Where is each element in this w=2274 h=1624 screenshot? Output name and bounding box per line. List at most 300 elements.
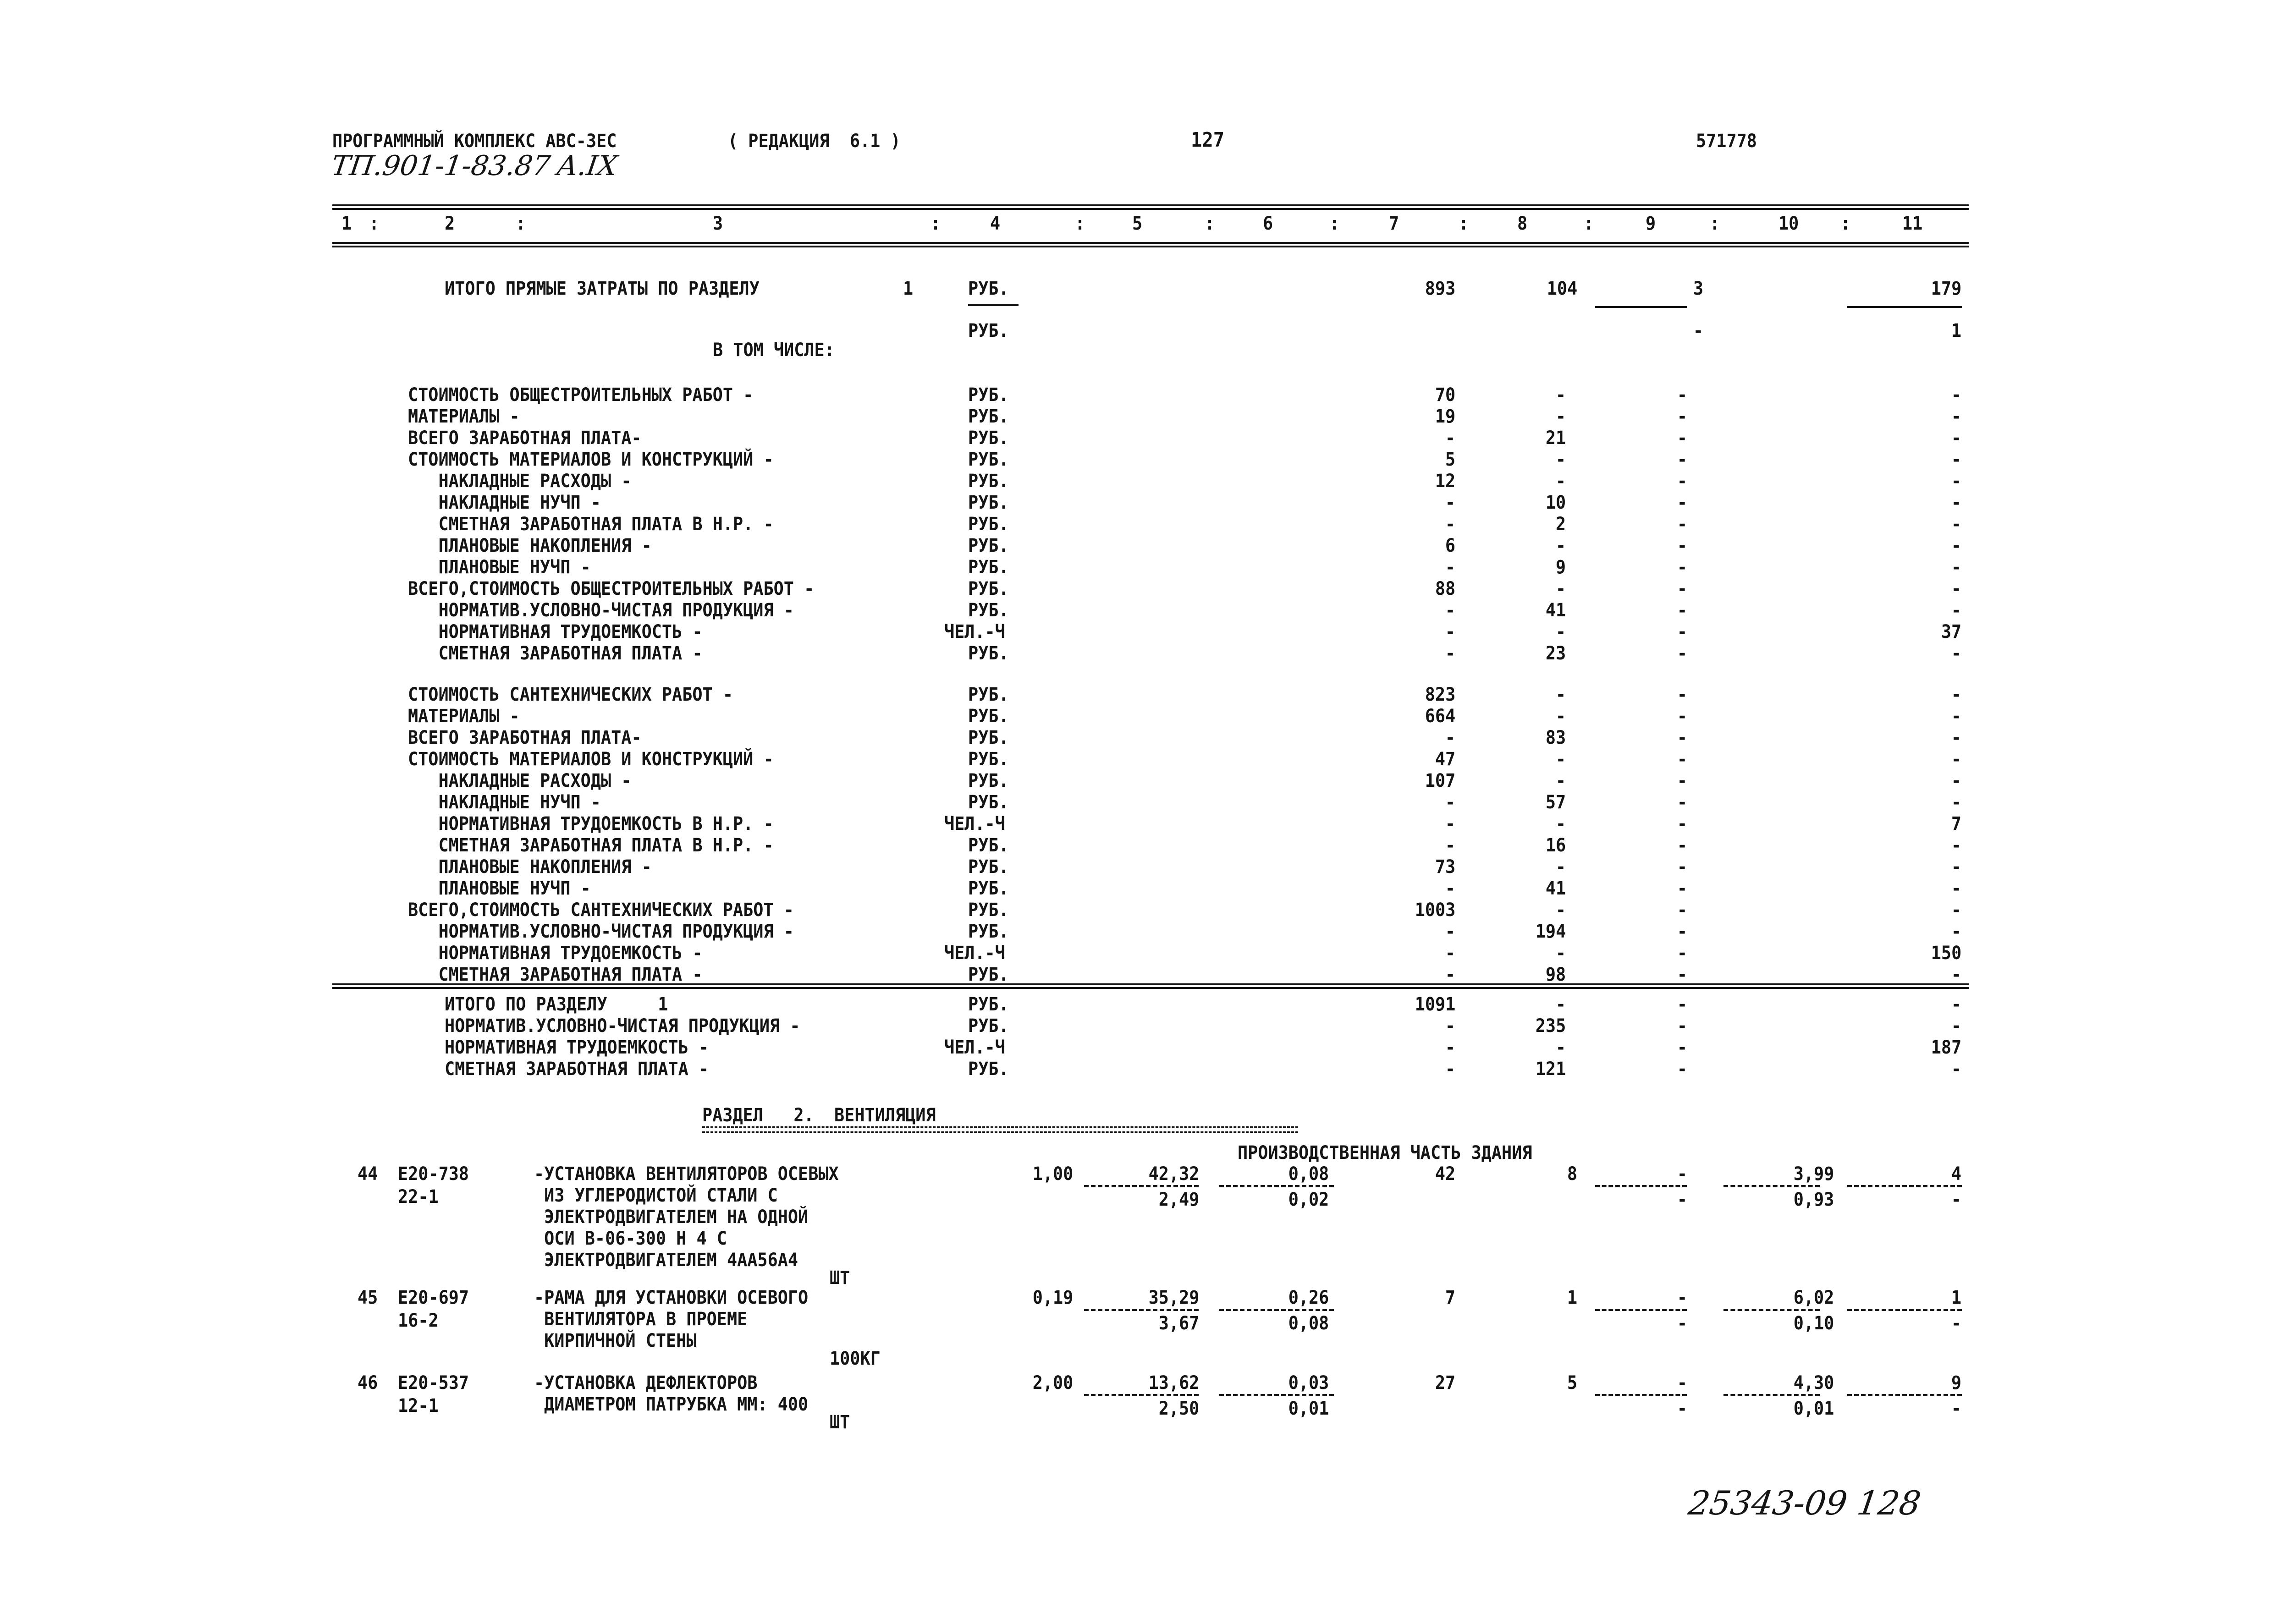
column-separator: : [1584,213,1594,234]
group-row-c9: - [1677,813,1687,834]
group-row-c7: 107 [1425,770,1455,791]
program-title: ПРОГРАММНЫЙ КОМПЛЕКС АВС-3ЕС [332,131,617,152]
group-row-c11: - [1951,994,1961,1015]
item-c10b: 0,93 [1793,1189,1834,1210]
item-value-rule [1084,1394,1199,1396]
group-row-c9: - [1677,428,1687,449]
group-row-c9: - [1677,600,1687,621]
item-code-sub: 16-2 [398,1310,439,1331]
group-row-c8: - [1555,994,1566,1015]
group-row-unit: ЧЕЛ.-Ч [944,813,1005,834]
group-row-label: НОРМАТИВ.УСЛОВНО-ЧИСТАЯ ПРОДУКЦИЯ - [408,600,794,621]
group-row-c11: 7 [1951,813,1961,834]
group-row-c8: 57 [1545,792,1566,813]
group-row-c9: - [1677,684,1687,705]
group-row-unit: ЧЕЛ.-Ч [944,1037,1005,1058]
group-row-c11: - [1951,878,1961,899]
item-c7: 42 [1435,1163,1455,1185]
group-row-label: НОРМАТИВНАЯ ТРУДОЕМКОСТЬ В Н.Р. - [408,813,774,834]
item-c11: 4 [1951,1163,1961,1185]
group-row-c11: 187 [1931,1037,1961,1058]
column-header-8: 8 [1517,213,1528,234]
group-row-c9: - [1677,749,1687,770]
group-row-c11: - [1951,835,1961,856]
including-label: В ТОМ ЧИСЛЕ: [713,340,835,361]
item-value-rule [1723,1309,1820,1311]
group-row-unit: РУБ. [968,706,1009,727]
summary-c9: 3 [1693,278,1703,299]
item-code-sub: 22-1 [398,1186,439,1207]
item-c7: 27 [1435,1372,1455,1394]
item-value-rule [1847,1185,1962,1187]
group-row-c11: - [1951,643,1961,664]
item-value-rule [1595,1309,1687,1311]
item-description-line: ДИАМЕТРОМ ПАТРУБКА ММ: 400 [534,1394,809,1415]
group-row-c7: - [1445,492,1455,513]
group-row-label: СМЕТНАЯ ЗАРАБОТНАЯ ПЛАТА - [408,964,703,985]
group-row-c9: - [1677,770,1687,791]
group-row-c7: - [1445,943,1455,964]
group-row-unit: РУБ. [968,856,1009,878]
item-c5: 35,29 [1148,1287,1199,1308]
group-row-c11: - [1951,514,1961,535]
group-row-c8: 16 [1545,835,1566,856]
item-value-rule [1084,1185,1199,1187]
group-row-c11: - [1951,406,1961,427]
group-row-c9: - [1677,706,1687,727]
group-row-c9: - [1677,994,1687,1015]
group-row-label: НОРМАТИВНАЯ ТРУДОЕМКОСТЬ - [408,621,703,642]
item-c9b: - [1677,1189,1687,1210]
group-row-c9: - [1677,792,1687,813]
item-value-rule [1723,1394,1820,1396]
group-row-c11: - [1951,471,1961,492]
summary-unit: РУБ. [968,278,1009,299]
group-row-c7: - [1445,600,1455,621]
group-row-c9: - [1677,449,1687,470]
column-header-1: 1 [341,213,352,234]
group-row-label: НОРМАТИВНАЯ ТРУДОЕМКОСТЬ - [445,1037,709,1058]
group-row-unit: РУБ. [968,428,1009,449]
item-value-rule [1847,1394,1962,1396]
item-c6b: 0,02 [1288,1189,1329,1210]
group-row-c7: 664 [1425,706,1455,727]
group-row-label: ПЛАНОВЫЕ НАКОПЛЕНИЯ - [408,856,652,878]
item-c9b: - [1677,1313,1687,1334]
group-row-c8: 235 [1535,1015,1566,1037]
item-value-rule [1595,1394,1687,1396]
item-c11: 9 [1951,1372,1961,1394]
group-row-label: ПЛАНОВЫЕ НУЧП - [408,878,591,899]
group-row-c11: - [1951,449,1961,470]
column-header-11: 11 [1902,213,1923,234]
group-row-c9: - [1677,535,1687,556]
column-separator: : [1840,213,1851,234]
item-code: Е20-537 [398,1372,469,1394]
group-row-unit: РУБ. [968,770,1009,791]
item-code: Е20-697 [398,1287,469,1308]
group-row-c9: - [1677,856,1687,878]
group-row-c9: - [1677,471,1687,492]
item-c9: - [1677,1287,1687,1308]
group-row-c9: - [1677,878,1687,899]
item-c11b: - [1951,1313,1961,1334]
item-c10: 4,30 [1793,1372,1834,1394]
item-c10b: 0,10 [1793,1313,1834,1334]
column-separator: : [931,213,941,234]
group-row-c7: 823 [1425,684,1455,705]
group-row-c7: 6 [1445,535,1455,556]
item-c8: 1 [1567,1287,1577,1308]
item-qty: 1,00 [1032,1163,1073,1185]
group-row-c9: - [1677,1059,1687,1080]
group-row-c11: - [1951,706,1961,727]
group-row-unit: РУБ. [968,749,1009,770]
group-row-label: СМЕТНАЯ ЗАРАБОТНАЯ ПЛАТА - [445,1059,709,1080]
group-row-unit: РУБ. [968,492,1009,513]
group-row-unit: РУБ. [968,964,1009,985]
group-row-unit: РУБ. [968,684,1009,705]
group-row-c11: - [1951,856,1961,878]
column-header-10: 10 [1778,213,1799,234]
group-row-label: МАТЕРИАЛЫ - [408,406,520,427]
item-c5b: 2,49 [1158,1189,1199,1210]
handwritten-reference: 25343-09 128 [1686,1484,1923,1522]
group-row-c9: - [1677,835,1687,856]
item-c11b: - [1951,1189,1961,1210]
group-row-label: НАКЛАДНЫЕ НУЧП - [408,492,601,513]
summary-c11-rule [1847,306,1962,308]
group-row-c8: 121 [1535,1059,1566,1080]
group-row-c11: - [1951,384,1961,406]
group-row-c9: - [1677,557,1687,578]
group-row-label: ИТОГО ПО РАЗДЕЛУ 1 [445,994,668,1015]
group-row-unit: РУБ. [968,792,1009,813]
group-row-c8: 9 [1555,557,1566,578]
group-row-c9: - [1677,384,1687,406]
group-row-c8: 21 [1545,428,1566,449]
group-row-c7: - [1445,813,1455,834]
column-separator: : [1205,213,1215,234]
group-row-c8: 194 [1535,921,1566,942]
group-row-c7: - [1445,1015,1455,1037]
group-row-c8: - [1555,813,1566,834]
group-row-c8: 98 [1545,964,1566,985]
group-row-label: ВСЕГО,СТОИМОСТЬ ОБЩЕСТРОИТЕЛЬНЫХ РАБОТ - [408,578,815,599]
group-row-unit: РУБ. [968,643,1009,664]
item-description-line: ОСИ В-06-300 Н 4 С [534,1228,727,1249]
handwritten-album: А.IX [555,150,620,182]
group-row-c11: - [1951,900,1961,921]
group-row-c9: - [1677,621,1687,642]
group-row-c8: - [1555,384,1566,406]
column-header-9: 9 [1646,213,1656,234]
summary-unit2: РУБ. [968,320,1009,341]
group-row-c7: - [1445,643,1455,664]
group-row-c7: - [1445,1037,1455,1058]
group-row-c9: - [1677,900,1687,921]
item-c10b: 0,01 [1793,1398,1834,1419]
column-separator: : [369,213,380,234]
group-row-unit: РУБ. [968,900,1009,921]
item-description-line: ИЗ УГЛЕРОДИСТОЙ СТАЛИ С [534,1185,778,1206]
item-c7: 7 [1445,1287,1455,1308]
group-row-label: ПЛАНОВЫЕ НАКОПЛЕНИЯ - [408,535,652,556]
group-row-label: ВСЕГО,СТОИМОСТЬ САНТЕХНИЧЕСКИХ РАБОТ - [408,900,794,921]
group-row-c11: - [1951,964,1961,985]
item-c5b: 3,67 [1158,1313,1199,1334]
item-qty: 2,00 [1032,1372,1073,1394]
group-row-label: НАКЛАДНЫЕ РАСХОДЫ - [408,770,632,791]
group-row-c11: - [1951,1059,1961,1080]
group-row-c8: - [1555,770,1566,791]
summary-c7: 893 [1425,278,1455,299]
group-row-c11: - [1951,600,1961,621]
group-row-c11: - [1951,792,1961,813]
group-row-c8: 41 [1545,878,1566,899]
group-row-c7: - [1445,621,1455,642]
item-c9b: - [1677,1398,1687,1419]
group-row-unit: РУБ. [968,535,1009,556]
group-row-unit: РУБ. [968,471,1009,492]
item-c11b: - [1951,1398,1961,1419]
group-row-unit: РУБ. [968,1015,1009,1037]
group-row-c8: - [1555,535,1566,556]
group-row-c9: - [1677,406,1687,427]
group-row-c8: - [1555,1037,1566,1058]
group-row-label: НОРМАТИВ.УСЛОВНО-ЧИСТАЯ ПРОДУКЦИЯ - [445,1015,800,1037]
group-row-label: НАКЛАДНЫЕ РАСХОДЫ - [408,471,632,492]
item-value-rule [1595,1185,1687,1187]
group-row-c7: - [1445,964,1455,985]
item-qty: 0,19 [1032,1287,1073,1308]
column-header-5: 5 [1132,213,1143,234]
group-row-c9: - [1677,578,1687,599]
group-row-unit: РУБ. [968,406,1009,427]
item-c5: 13,62 [1148,1372,1199,1394]
group-row-label: ВСЕГО ЗАРАБОТНАЯ ПЛАТА- [408,727,642,748]
item-c6: 0,03 [1288,1372,1329,1394]
header-bottom-rule [332,242,1969,247]
group-row-c11: - [1951,727,1961,748]
group-row-label: НОРМАТИВНАЯ ТРУДОЕМКОСТЬ - [408,943,703,964]
doc-code: 571778 [1696,131,1757,152]
group-row-unit: РУБ. [968,449,1009,470]
item-c8: 8 [1567,1163,1577,1185]
item-c11: 1 [1951,1287,1961,1308]
group-row-c9: - [1677,921,1687,942]
group-row-c9: - [1677,514,1687,535]
group-row-c8: - [1555,749,1566,770]
group-row-c11: 150 [1931,943,1961,964]
group-row-c11: - [1951,535,1961,556]
item-c8: 5 [1567,1372,1577,1394]
column-header-3: 3 [713,213,723,234]
group-row-c11: - [1951,428,1961,449]
group-row-c8: 2 [1555,514,1566,535]
item-description-line: -РАМА ДЛЯ УСТАНОВКИ ОСЕВОГО [534,1287,809,1308]
group-row-label: НОРМАТИВ.УСЛОВНО-ЧИСТАЯ ПРОДУКЦИЯ - [408,921,794,942]
group-row-c7: 12 [1435,471,1455,492]
summary-unit-rule [968,304,1019,306]
group-row-label: СМЕТНАЯ ЗАРАБОТНАЯ ПЛАТА В Н.Р. - [408,514,774,535]
item-unit: ШТ [830,1412,850,1433]
item-c6b: 0,08 [1288,1313,1329,1334]
item-value-rule [1084,1309,1199,1311]
group-row-c7: - [1445,835,1455,856]
item-description-line: ЭЛЕКТРОДВИГАТЕЛЕМ НА ОДНОЙ [534,1207,809,1228]
column-header-6: 6 [1263,213,1273,234]
group-row-c11: - [1951,770,1961,791]
group-row-c8: 10 [1545,492,1566,513]
item-c5b: 2,50 [1158,1398,1199,1419]
summary-title: ИТОГО ПРЯМЫЕ ЗАТРАТЫ ПО РАЗДЕЛУ [445,278,760,299]
group-row-unit: РУБ. [968,557,1009,578]
item-c9: - [1677,1372,1687,1394]
column-separator: : [1459,213,1469,234]
group-row-c8: - [1555,621,1566,642]
item-description-line: -УСТАНОВКА ВЕНТИЛЯТОРОВ ОСЕВЫХ [534,1163,839,1185]
item-c6: 0,08 [1288,1163,1329,1185]
group-row-c8: 41 [1545,600,1566,621]
item-unit: ШТ [830,1267,850,1289]
group-row-c9: - [1677,943,1687,964]
group-row-unit: РУБ. [968,1059,1009,1080]
group-row-c8: - [1555,943,1566,964]
section2-title: РАЗДЕЛ 2. ВЕНТИЛЯЦИЯ [702,1105,936,1126]
group-row-c7: - [1445,878,1455,899]
group-row-c7: - [1445,792,1455,813]
item-description-line: -УСТАНОВКА ДЕФЛЕКТОРОВ [534,1372,758,1394]
item-code: Е20-738 [398,1163,469,1185]
group-row-c9: - [1677,727,1687,748]
group-row-unit: РУБ. [968,384,1009,406]
group-row-c7: 88 [1435,578,1455,599]
header-top-rule [332,204,1969,210]
group-row-c8: - [1555,706,1566,727]
group-row-c11: - [1951,492,1961,513]
group-row-unit: РУБ. [968,578,1009,599]
edition: ( РЕДАКЦИЯ 6.1 ) [728,131,901,152]
group-row-c8: - [1555,856,1566,878]
item-c9: - [1677,1163,1687,1185]
group-row-c7: 19 [1435,406,1455,427]
group-row-c7: 5 [1445,449,1455,470]
group-row-c9: - [1677,1037,1687,1058]
item-c5: 42,32 [1148,1163,1199,1185]
group-row-label: СТОИМОСТЬ МАТЕРИАЛОВ И КОНСТРУКЦИЙ - [408,749,774,770]
summary-c11b: 1 [1951,320,1961,341]
column-separator: : [1075,213,1085,234]
group-row-c9: - [1677,964,1687,985]
item-number: 45 [358,1287,378,1308]
group-row-c11: - [1951,557,1961,578]
group-row-c11: - [1951,1015,1961,1037]
section2-subtitle: ПРОИЗВОДСТВЕННАЯ ЧАСТЬ ЗДАНИЯ [1238,1142,1532,1163]
group-row-unit: РУБ. [968,727,1009,748]
item-c6: 0,26 [1288,1287,1329,1308]
group-row-c7: 70 [1435,384,1455,406]
item-c6b: 0,01 [1288,1398,1329,1419]
group-row-c7: 73 [1435,856,1455,878]
section-total-rule [332,983,1969,989]
group-row-c11: - [1951,684,1961,705]
group-row-c11: - [1951,921,1961,942]
group-row-c8: - [1555,578,1566,599]
summary-c9-rule [1595,306,1687,308]
item-description-line: ЭЛЕКТРОДВИГАТЕЛЕМ 4АА56А4 [534,1250,798,1271]
group-row-c7: - [1445,1059,1455,1080]
column-separator: : [1710,213,1720,234]
group-row-label: ПЛАНОВЫЕ НУЧП - [408,557,591,578]
group-row-unit: РУБ. [968,600,1009,621]
group-row-c8: - [1555,449,1566,470]
group-row-c7: - [1445,921,1455,942]
group-row-label: СМЕТНАЯ ЗАРАБОТНАЯ ПЛАТА - [408,643,703,664]
group-row-label: СТОИМОСТЬ САНТЕХНИЧЕСКИХ РАБОТ - [408,684,733,705]
group-row-c7: 1003 [1415,900,1455,921]
column-separator: : [1329,213,1340,234]
group-row-c7: - [1445,727,1455,748]
summary-c8: 104 [1547,278,1577,299]
summary-c11: 179 [1931,278,1961,299]
group-row-unit: РУБ. [968,514,1009,535]
group-row-c11: - [1951,578,1961,599]
group-row-c11: - [1951,749,1961,770]
group-row-unit: РУБ. [968,921,1009,942]
section2-underline [702,1126,1298,1133]
group-row-c8: - [1555,471,1566,492]
group-row-c8: - [1555,406,1566,427]
column-separator: : [516,213,526,234]
group-row-c7: 1091 [1415,994,1455,1015]
group-row-c9: - [1677,492,1687,513]
item-number: 44 [358,1163,378,1185]
group-row-unit: РУБ. [968,878,1009,899]
item-value-rule [1723,1185,1820,1187]
group-row-c11: 37 [1941,621,1961,642]
handwritten-project-code: ТП.901-1-83.87 [329,150,552,182]
group-row-label: СМЕТНАЯ ЗАРАБОТНАЯ ПЛАТА В Н.Р. - [408,835,774,856]
summary-c9b: - [1693,320,1703,341]
group-row-c8: 23 [1545,643,1566,664]
group-row-c7: 47 [1435,749,1455,770]
group-row-label: МАТЕРИАЛЫ - [408,706,520,727]
group-row-unit: ЧЕЛ.-Ч [944,621,1005,642]
item-value-rule [1219,1309,1334,1311]
item-value-rule [1219,1394,1334,1396]
column-header-2: 2 [445,213,455,234]
item-description-line: КИРПИЧНОЙ СТЕНЫ [534,1330,697,1351]
item-value-rule [1219,1185,1334,1187]
group-row-c8: - [1555,900,1566,921]
group-row-label: СТОИМОСТЬ МАТЕРИАЛОВ И КОНСТРУКЦИЙ - [408,449,774,470]
summary-section-no: 1 [903,278,914,299]
group-row-unit: РУБ. [968,994,1009,1015]
page-number: 127 [1191,128,1225,152]
item-description-line: ВЕНТИЛЯТОРА В ПРОЕМЕ [534,1309,748,1330]
group-row-label: СТОИМОСТЬ ОБЩЕСТРОИТЕЛЬНЫХ РАБОТ - [408,384,754,406]
column-header-4: 4 [990,213,1001,234]
item-code-sub: 12-1 [398,1395,439,1416]
group-row-c7: - [1445,428,1455,449]
item-number: 46 [358,1372,378,1394]
column-header-7: 7 [1389,213,1399,234]
group-row-c8: 83 [1545,727,1566,748]
group-row-c7: - [1445,514,1455,535]
group-row-c7: - [1445,557,1455,578]
group-row-c8: - [1555,684,1566,705]
